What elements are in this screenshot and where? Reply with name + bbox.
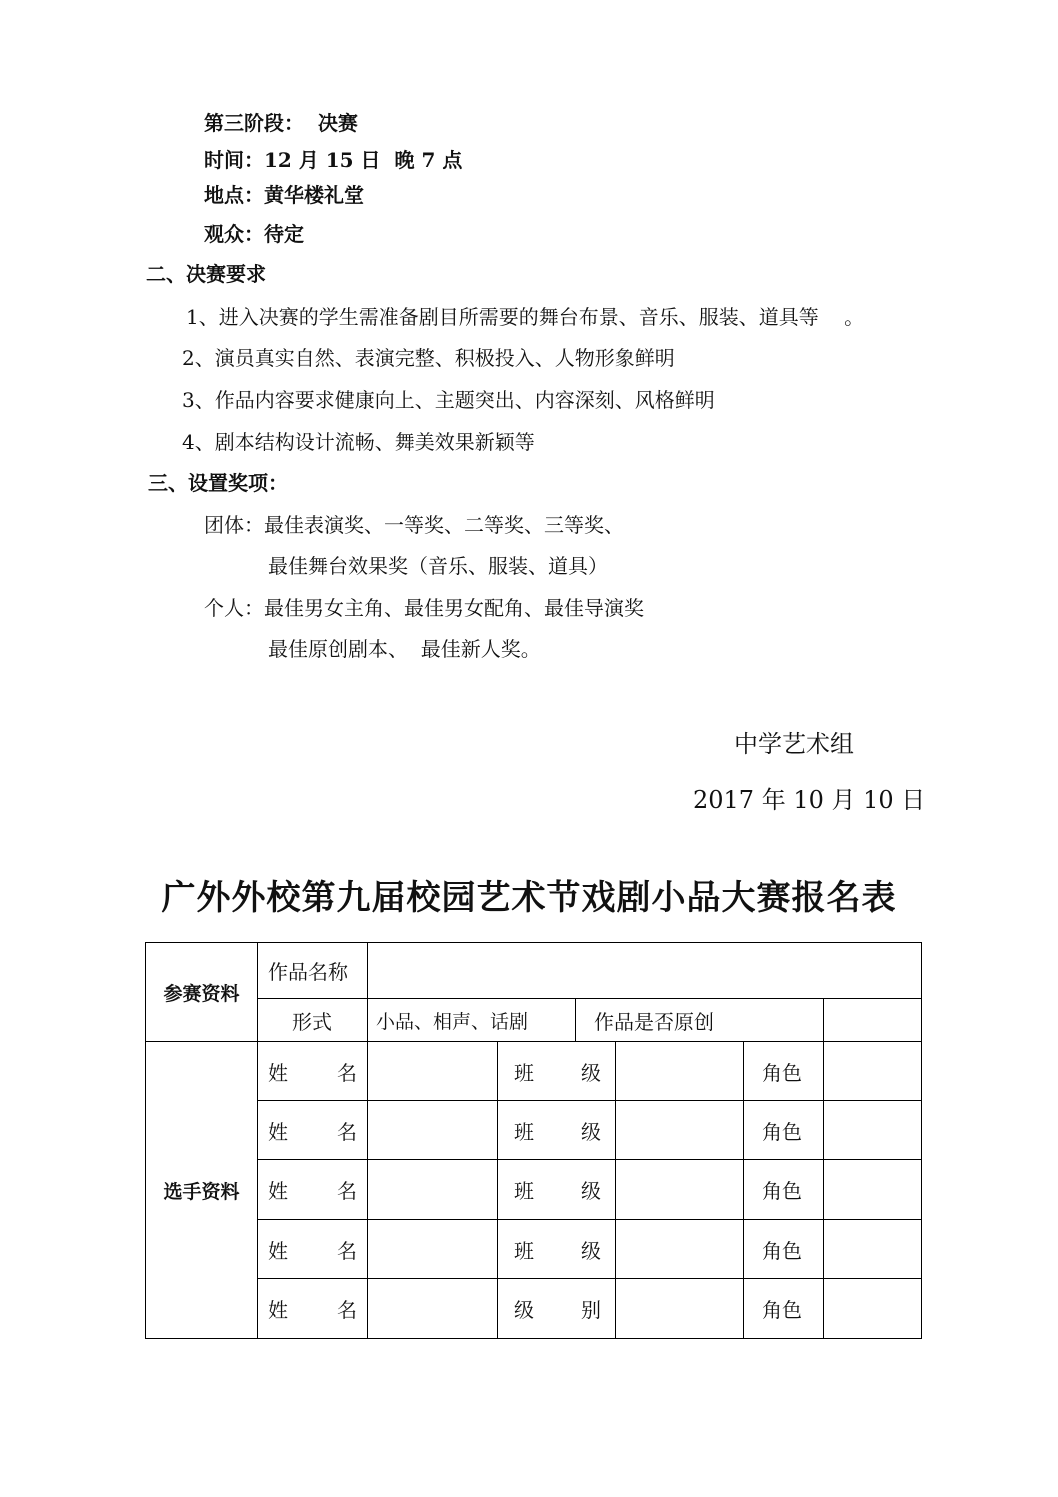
name-label: 姓 <box>268 1179 288 1203</box>
work-name-field[interactable] <box>368 943 922 999</box>
class-label: 级 <box>581 1179 601 1203</box>
name-label: 姓 <box>268 1298 288 1322</box>
role-field[interactable] <box>824 1101 922 1160</box>
awards-heading: 三、设置奖项： <box>148 471 288 495</box>
class-label: 别 <box>581 1298 601 1322</box>
name-field[interactable] <box>368 1279 498 1339</box>
registration-table <box>145 942 922 1339</box>
requirement-item: 1、进入决赛的学生需准备剧目所需要的舞台布景、音乐、服装、道具等 。 <box>186 305 865 329</box>
class-field[interactable] <box>616 1279 744 1339</box>
class-field[interactable] <box>616 1101 744 1160</box>
signature-org: 中学艺术组 <box>734 730 854 758</box>
role-field[interactable] <box>824 1279 922 1339</box>
form-type-label: 形式 <box>258 999 368 1042</box>
requirements-heading: 二、决赛要求 <box>146 262 266 286</box>
requirement-item: 4、剧本结构设计流畅、舞美效果新颖等 <box>182 430 535 454</box>
class-label: 班 <box>514 1238 534 1263</box>
signature-date: 2017 年 10 月 10 日 <box>693 786 926 814</box>
class-label: 级 <box>581 1119 601 1144</box>
role-label: 角色 <box>744 1279 824 1339</box>
name-field[interactable] <box>368 1042 498 1101</box>
role-label: 角色 <box>744 1042 824 1101</box>
form-type-value: 小品、相声、话剧 <box>368 999 576 1042</box>
name-label: 姓 <box>268 1238 288 1263</box>
requirement-item: 2、演员真实自然、表演完整、积极投入、人物形象鲜明 <box>182 346 675 370</box>
name-label: 名 <box>337 1238 357 1263</box>
awards-group-line2: 最佳舞台效果奖（音乐、服装、道具） <box>268 554 608 578</box>
class-label: 班 <box>514 1119 534 1144</box>
stage3-audience: 观众：待定 <box>204 222 304 246</box>
name-field[interactable] <box>368 1101 498 1160</box>
name-label: 名 <box>337 1298 357 1322</box>
stage3-time: 时间：12 月 15 日 晚 7 点 <box>204 148 463 172</box>
awards-individual-line2: 最佳原创剧本、 最佳新人奖。 <box>268 637 541 661</box>
class-field[interactable] <box>616 1042 744 1101</box>
role-field[interactable] <box>824 1042 922 1101</box>
name-field[interactable] <box>368 1220 498 1279</box>
role-field[interactable] <box>824 1160 922 1220</box>
name-label: 名 <box>337 1179 357 1203</box>
original-field[interactable] <box>824 999 922 1042</box>
name-label: 姓 <box>268 1119 288 1144</box>
awards-group-line1: 团体：最佳表演奖、一等奖、二等奖、三等奖、 <box>204 513 624 537</box>
awards-individual-line1: 个人：最佳男女主角、最佳男女配角、最佳导演奖 <box>204 596 644 620</box>
original-label: 作品是否原创 <box>576 999 824 1042</box>
class-label: 级 <box>514 1298 534 1322</box>
name-label: 姓 <box>268 1060 288 1085</box>
work-name-label: 作品名称 <box>258 943 368 999</box>
class-field[interactable] <box>616 1220 744 1279</box>
class-label: 班 <box>514 1179 534 1203</box>
role-field[interactable] <box>824 1220 922 1279</box>
requirement-item: 3、作品内容要求健康向上、主题突出、内容深刻、风格鲜明 <box>182 388 715 412</box>
role-label: 角色 <box>744 1160 824 1220</box>
name-field[interactable] <box>368 1160 498 1220</box>
class-label: 班 <box>514 1060 534 1085</box>
section-entry: 参赛资料 <box>146 943 258 1042</box>
name-label: 名 <box>337 1119 357 1144</box>
class-label: 级 <box>581 1238 601 1263</box>
class-label: 级 <box>581 1060 601 1085</box>
class-field[interactable] <box>616 1160 744 1220</box>
role-label: 角色 <box>744 1220 824 1279</box>
name-label: 名 <box>337 1060 357 1085</box>
role-label: 角色 <box>744 1101 824 1160</box>
form-title: 广外外校第九届校园艺术节戏剧小品大赛报名表 <box>161 878 897 918</box>
section-players: 选手资料 <box>146 1042 258 1339</box>
stage3-title: 第三阶段： 决赛 <box>204 111 358 135</box>
stage3-place: 地点：黄华楼礼堂 <box>204 183 364 207</box>
